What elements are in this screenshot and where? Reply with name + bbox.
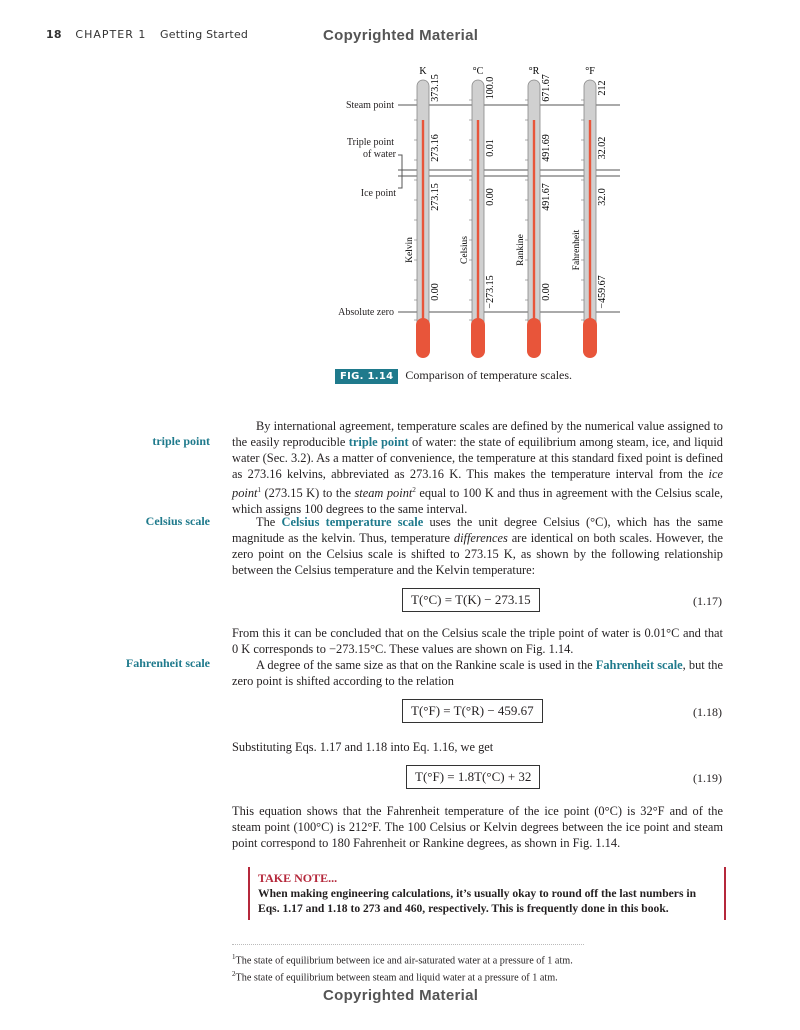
- term-triple-point: triple point: [348, 435, 409, 449]
- unit-label: °F: [585, 66, 595, 77]
- unit-label: °C: [472, 66, 484, 77]
- equation-1-17: T(°C) = T(K) − 273.15: [402, 588, 540, 612]
- equation-number-1-17: (1.17): [693, 594, 722, 608]
- equation-number-1-19: (1.19): [693, 771, 722, 785]
- page-number: 18: [46, 28, 62, 41]
- steam-value: 671.67: [541, 74, 552, 102]
- unit-label: °R: [528, 66, 540, 77]
- steam-value: 100.0: [485, 76, 496, 100]
- paragraph-substituting: Substituting Eqs. 1.17 and 1.18 into Eq. 1.16, we get: [232, 740, 494, 754]
- footnote-divider: [232, 944, 584, 945]
- mercury-column: [477, 120, 479, 342]
- steam-value: 373.15: [430, 74, 441, 102]
- term-fahrenheit-scale: Fahrenheit scale: [595, 658, 683, 672]
- mercury-column: [422, 120, 424, 342]
- label-of-water: of water: [362, 149, 396, 160]
- temperature-scales-figure: [320, 60, 640, 365]
- scale-name: Celsius: [460, 236, 470, 264]
- thermometer-rankine: [516, 66, 552, 358]
- take-note-box: [248, 867, 726, 920]
- paragraph-triple-point: By international agreement, temperature scales are defined by the numerical value assigned to the easily reproducible triple point of water: the state of equilibrium among steam, ice, and liquid water (Sec. 3.2). As a matter of convenience, the temperature at this standard fixed point is defined as 273.16 kelvins, abbreviated as 273.16 K. This makes the temperature interval from the ice point$^1$ (273.15 K) to the steam point$^2$ equal to 100 K and thus in agreement with the Celsius scale, which assigns 100 degrees to the same interval.: [232, 419, 723, 517]
- ice-value: 273.15: [430, 183, 441, 211]
- thermometer-celsius: [460, 66, 496, 358]
- triple-value: 273.16: [430, 134, 441, 162]
- margin-term-triple-point: triple point: [152, 434, 210, 448]
- margin-term-celsius-scale: Celsius scale: [145, 514, 210, 528]
- scale-name: Kelvin: [405, 237, 415, 263]
- equation-number-1-18: (1.18): [693, 705, 722, 719]
- thermometer-kelvin: [405, 66, 441, 358]
- scale-name: Fahrenheit: [572, 229, 582, 271]
- label-steam-point: Steam point: [345, 100, 394, 111]
- watermark-bottom: Copyrighted Material: [323, 987, 479, 1004]
- zero-value: −273.15: [485, 275, 496, 309]
- mercury-column: [533, 120, 535, 342]
- zero-value: −459.67: [597, 275, 608, 309]
- reference-labels: [338, 100, 396, 318]
- ice-value: 32.0: [597, 188, 608, 206]
- chapter-title: Getting Started: [160, 28, 249, 41]
- footnote-1: $^1$The state of equilibrium between ice and air-saturated water at a pressure of 1 atm.: [232, 953, 573, 967]
- paragraph-conclusion: From this it can be concluded that on the Celsius scale the triple point of water is 0.01°C and that 0 K corresponds to −273.15°C. These values are shown on Fig. 1.14.: [232, 626, 723, 656]
- triple-value: 32.02: [597, 136, 608, 160]
- ice-value: 491.67: [541, 183, 552, 211]
- steam-value: 212: [597, 80, 608, 96]
- paragraph-equation-explanation: This equation shows that the Fahrenheit temperature of the ice point (0°C) is 32°F and of the steam point (100°C) is 212°F. The 100 Celsius or Kelvin degrees between the ice point and steam point correspond to 180 Fahrenheit or Rankine degrees, as shown in Fig. 1.14.: [232, 804, 723, 850]
- term-celsius-scale: Celsius temperature scale: [281, 515, 424, 529]
- thermometer-bulb: [527, 318, 541, 358]
- equation-1-18: T(°F) = T(°R) − 459.67: [402, 699, 543, 723]
- thermometers: [405, 66, 608, 358]
- figure-caption: [335, 368, 572, 383]
- unit-label: K: [419, 66, 427, 77]
- take-note-body: When making engineering calculations, it’s usually okay to round off the last numbers in Eqs. 1.17 and 1.18 to 273 and 460, respectively. This is frequently done in this book.: [258, 887, 697, 915]
- zero-value: 0.00: [541, 283, 552, 301]
- label-triple-point: Triple point: [346, 137, 394, 148]
- thermometer-fahrenheit: [572, 66, 608, 358]
- figure-tag: FIG. 1.14: [335, 369, 398, 384]
- scale-name: Rankine: [516, 234, 526, 266]
- paragraph-fahrenheit: A degree of the same size as that on the Rankine scale is used in the Fahrenheit scale, but the zero point is shifted according to the relation: [232, 658, 724, 688]
- triple-value: 491.69: [541, 134, 552, 162]
- figure-caption-text: Comparison of temperature scales.: [405, 368, 573, 382]
- chapter-label: CHAPTER 1: [75, 28, 147, 41]
- mercury-column: [589, 120, 591, 342]
- equation-1-19: T(°F) = 1.8T(°C) + 32: [406, 765, 540, 789]
- margin-term-fahrenheit-scale: Fahrenheit scale: [125, 656, 210, 670]
- take-note-title: TAKE NOTE...: [258, 871, 338, 885]
- watermark-top: Copyrighted Material: [323, 27, 479, 44]
- triple-value: 0.01: [485, 139, 496, 157]
- zero-value: 0.00: [430, 283, 441, 301]
- thermometer-bulb: [416, 318, 430, 358]
- paragraph-celsius: The Celsius temperature scale uses the unit degree Celsius (°C), which has the same magnitude as the kelvin. Thus, temperature differences are identical on both scales. However, the zero point on the Celsius scale is shifted to 273.15 K, as shown by the following relationship between the Celsius temperature and the Kelvin temperature:: [232, 515, 723, 577]
- running-header: [46, 28, 248, 41]
- ice-value: 0.00: [485, 188, 496, 206]
- bracket-line: [398, 155, 402, 188]
- label-absolute-zero: Absolute zero: [338, 307, 394, 318]
- footnote-2: $^2$The state of equilibrium between steam and liquid water at a pressure of 1 atm.: [232, 970, 558, 984]
- label-ice-point: Ice point: [360, 188, 396, 199]
- thermometer-bulb: [471, 318, 485, 358]
- thermometer-bulb: [583, 318, 597, 358]
